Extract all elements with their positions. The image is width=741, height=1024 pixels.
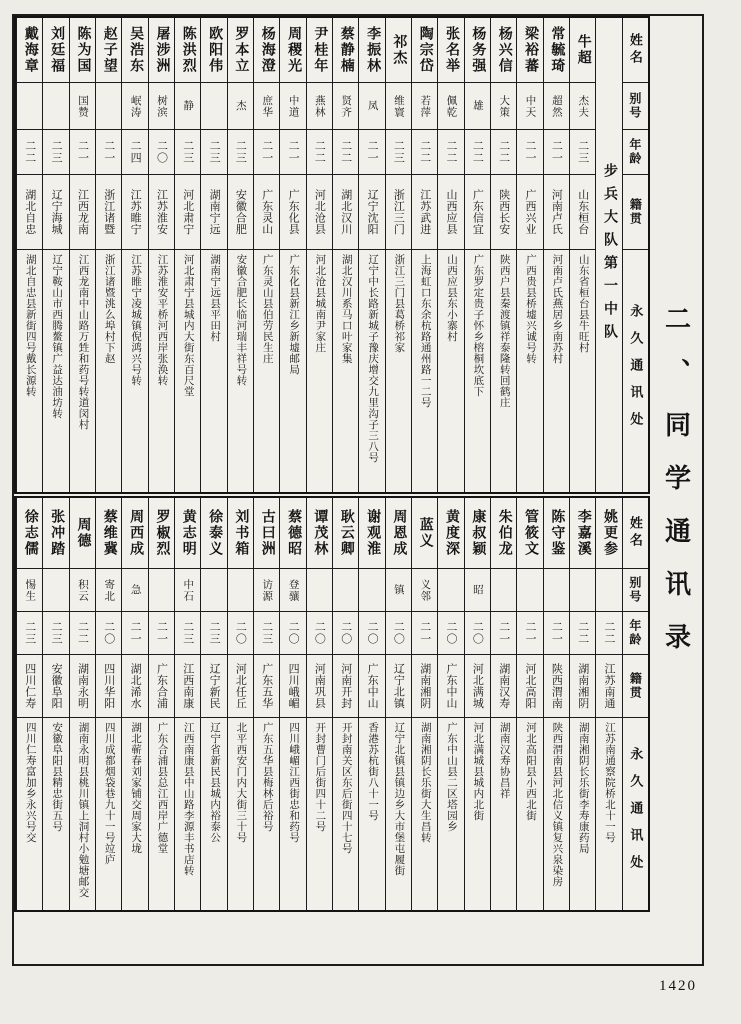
entry-name: 周恩成 xyxy=(386,498,411,569)
entry-column xyxy=(174,18,200,492)
entry-name: 朱伯龙 xyxy=(491,498,516,569)
entry-address: 河北满城县城内北街 xyxy=(472,722,484,821)
entry-age: 二三 xyxy=(43,612,68,655)
entry-address: 四川仁寿富加乡永兴号交 xyxy=(24,722,36,843)
entry-native: 浙江诸暨 xyxy=(96,175,121,250)
entry-native: 陕西长安 xyxy=(491,175,516,250)
entry-address: 江苏睢宁凌城镇倪鸿兴号转 xyxy=(130,254,142,386)
entry-name: 杨务强 xyxy=(465,18,490,83)
header-address: 永久通讯处 xyxy=(628,303,644,439)
entry-alias xyxy=(438,569,463,612)
entry-address: 北平西安门内大街三十号 xyxy=(235,722,247,843)
entry-age: 二二 xyxy=(491,130,516,175)
entry-name: 蔡德昭 xyxy=(280,498,305,569)
entry-address: 上海虹口东余杭路通州路一二号 xyxy=(419,254,431,408)
entry-address: 湖南汉寿协昌祥 xyxy=(498,722,510,799)
entry-address: 江苏淮安平桥河西岸张涣转 xyxy=(156,254,168,386)
entry-address: 湖北汉川系马口叶家集 xyxy=(340,254,352,364)
section-label: 步兵大队第一中队 xyxy=(602,163,618,347)
entry-alias: 庶华 xyxy=(254,83,279,130)
entry-name: 黄度深 xyxy=(438,498,463,569)
entry-column xyxy=(69,18,95,492)
entry-column xyxy=(358,18,384,492)
entry-column xyxy=(358,498,384,910)
entry-alias xyxy=(149,569,174,612)
entry-address: 湖南永明县桃川镇上洞村小勉塘邮交 xyxy=(77,722,89,898)
header-alias: 别号 xyxy=(623,569,648,612)
entry-native: 四川华阳 xyxy=(96,655,121,718)
entry-column xyxy=(411,498,437,910)
entry-address: 广东罗定贵子怀乡榕桐坎底下 xyxy=(472,254,484,397)
entry-age: 二二 xyxy=(17,130,42,175)
entry-name: 陶宗岱 xyxy=(412,18,437,83)
entry-alias: 中天 xyxy=(517,83,542,130)
entry-name: 谢观淮 xyxy=(359,498,384,569)
entry-name: 戴海章 xyxy=(17,18,42,83)
entry-address: 开封曹门后街四十二号 xyxy=(314,722,326,832)
entry-name: 刘书箱 xyxy=(228,498,253,569)
entry-column xyxy=(306,498,332,910)
entry-alias: 雄 xyxy=(465,83,490,130)
entry-age: 二一 xyxy=(544,130,569,175)
entry-address: 四川成都烟袋巷九十一号竝庐 xyxy=(103,722,115,865)
entry-address: 香港苏杭街八十一号 xyxy=(367,722,379,821)
entry-native: 河南开封 xyxy=(333,655,358,718)
entry-column xyxy=(253,498,279,910)
entry-native: 江苏南通 xyxy=(596,655,621,718)
entry-age: 二一 xyxy=(359,130,384,175)
entry-column xyxy=(385,18,411,492)
entry-alias: 惕生 xyxy=(17,569,42,612)
entry-column xyxy=(437,498,463,910)
entry-native: 江西龙南 xyxy=(70,175,95,250)
entry-column xyxy=(95,18,121,492)
entry-alias xyxy=(570,569,595,612)
entry-alias xyxy=(517,569,542,612)
entry-address: 浙江三门县葛桥祁家 xyxy=(393,254,405,353)
entry-age: 二二 xyxy=(307,130,332,175)
bottom-roster-table xyxy=(14,496,650,912)
entry-address: 陕西渭南县河北信义镇复兴泉染房 xyxy=(551,722,563,887)
entry-column xyxy=(490,18,516,492)
page-title: 二、同学通讯录 xyxy=(661,304,691,676)
entry-native: 河南巩县 xyxy=(307,655,332,718)
entry-native: 广东灵山 xyxy=(254,175,279,250)
entry-age: 二二 xyxy=(333,130,358,175)
entry-alias xyxy=(17,83,42,130)
entry-name: 蔡静楠 xyxy=(333,18,358,83)
entry-column xyxy=(332,498,358,910)
entry-column xyxy=(227,498,253,910)
entry-age: 二三 xyxy=(570,130,595,175)
entry-age: 二〇 xyxy=(96,612,121,655)
entry-alias xyxy=(43,83,68,130)
entry-age: 二一 xyxy=(149,612,174,655)
entry-address: 四川峨嵋江西街忠和药号 xyxy=(288,722,300,843)
entry-address: 广东中山县二区塔园乡 xyxy=(446,722,458,832)
entry-alias xyxy=(544,569,569,612)
entry-address: 陕西户县秦渡镇祥泰隆转回鹤庄 xyxy=(498,254,510,408)
entry-age: 二三 xyxy=(228,130,253,175)
entry-age: 二二 xyxy=(70,612,95,655)
entry-native: 湖南永明 xyxy=(70,655,95,718)
entry-age: 二三 xyxy=(17,612,42,655)
entry-age: 二一 xyxy=(412,612,437,655)
entry-name: 姚更参 xyxy=(596,498,621,569)
entry-age: 二〇 xyxy=(149,130,174,175)
entry-alias: 镇 xyxy=(386,569,411,612)
entry-age: 二一 xyxy=(280,130,305,175)
header-name: 姓名 xyxy=(623,18,648,83)
bottom-header-column xyxy=(622,498,648,910)
entry-name: 吴浩东 xyxy=(122,18,147,83)
entry-alias xyxy=(201,569,226,612)
entry-name: 杨兴信 xyxy=(491,18,516,83)
entry-name: 康叔颖 xyxy=(465,498,490,569)
entry-alias: 维寰 xyxy=(386,83,411,130)
entry-native: 辽宁海城 xyxy=(43,175,68,250)
entry-column xyxy=(516,498,542,910)
entry-alias: 岷涛 xyxy=(122,83,147,130)
entry-address: 湖北蕲春刘家铺交周家大垅 xyxy=(130,722,142,854)
header-alias: 别号 xyxy=(623,83,648,130)
entry-alias: 寄北 xyxy=(96,569,121,612)
entry-name: 祁杰 xyxy=(386,18,411,83)
header-native: 籍贯 xyxy=(623,175,648,250)
entry-name: 古曰洲 xyxy=(254,498,279,569)
entry-name: 常毓琦 xyxy=(544,18,569,83)
entry-column xyxy=(464,18,490,492)
entry-alias xyxy=(596,569,621,612)
entry-address: 山东省桓台县牛旺村 xyxy=(577,254,589,353)
entry-native: 河北沧县 xyxy=(307,175,332,250)
entry-alias xyxy=(228,569,253,612)
entry-column xyxy=(42,498,68,910)
entry-age: 二一 xyxy=(517,612,542,655)
entry-column xyxy=(16,18,42,492)
entry-native: 辽宁沈阳 xyxy=(359,175,384,250)
entry-alias: 中石 xyxy=(175,569,200,612)
entry-alias xyxy=(201,83,226,130)
entry-native: 江苏睢宁 xyxy=(122,175,147,250)
entry-address: 辽宁鞍山市西腾鳌镇广益达油坊转 xyxy=(51,254,63,419)
entry-name: 牛超 xyxy=(570,18,595,83)
entry-age: 二〇 xyxy=(228,612,253,655)
entry-name: 陈洪烈 xyxy=(175,18,200,83)
entry-column xyxy=(411,18,437,492)
entry-name: 屠涉洲 xyxy=(149,18,174,83)
entry-alias: 凤 xyxy=(359,83,384,130)
entry-column xyxy=(148,498,174,910)
entry-alias xyxy=(96,83,121,130)
entry-column xyxy=(595,498,621,910)
entry-name: 黄志明 xyxy=(175,498,200,569)
header-age: 年龄 xyxy=(623,612,648,655)
entry-address: 湖南湘阴长乐街李寿康药局 xyxy=(577,722,589,854)
entry-address: 辽宁省新民县城内裕泰公 xyxy=(209,722,221,843)
entry-column xyxy=(148,18,174,492)
entry-alias: 访源 xyxy=(254,569,279,612)
entry-age: 二一 xyxy=(491,612,516,655)
entry-native: 陕西渭南 xyxy=(544,655,569,718)
entry-column xyxy=(385,498,411,910)
entry-native: 安徽合肥 xyxy=(228,175,253,250)
entry-name: 耿云卿 xyxy=(333,498,358,569)
entry-native: 湖南汉寿 xyxy=(491,655,516,718)
entry-age: 二〇 xyxy=(333,612,358,655)
entry-age: 二一 xyxy=(122,612,147,655)
entry-name: 罗椒烈 xyxy=(149,498,174,569)
entry-native: 湖北汉川 xyxy=(333,175,358,250)
entry-column xyxy=(227,18,253,492)
entry-alias xyxy=(333,569,358,612)
entry-alias xyxy=(491,569,516,612)
entry-name: 李振林 xyxy=(359,18,384,83)
entry-native: 广东中山 xyxy=(438,655,463,718)
entry-native: 辽宁新民 xyxy=(201,655,226,718)
entry-native: 河北肃宁 xyxy=(175,175,200,250)
entry-column xyxy=(464,498,490,910)
entry-age: 二〇 xyxy=(359,612,384,655)
entry-native: 湖南湘阴 xyxy=(412,655,437,718)
entry-alias: 中道 xyxy=(280,83,305,130)
entry-alias xyxy=(43,569,68,612)
entry-column xyxy=(437,18,463,492)
entry-age: 二三 xyxy=(175,130,200,175)
entry-native: 四川仁寿 xyxy=(17,655,42,718)
entry-address: 湖北自忠县新街四号戴长源转 xyxy=(24,254,36,397)
entry-column xyxy=(121,18,147,492)
entry-age: 二二 xyxy=(465,130,490,175)
entry-native: 浙江三门 xyxy=(386,175,411,250)
entry-column xyxy=(69,498,95,910)
entry-age: 二二 xyxy=(596,612,621,655)
entry-alias: 超然 xyxy=(544,83,569,130)
entry-name: 陈守鉴 xyxy=(544,498,569,569)
entry-column xyxy=(332,18,358,492)
header-native: 籍贯 xyxy=(623,655,648,718)
entry-native: 湖北浠水 xyxy=(122,655,147,718)
entry-name: 徐泰义 xyxy=(201,498,226,569)
entry-address: 安徽合肥长临河瑞丰祥号转 xyxy=(235,254,247,386)
entry-native: 河北任丘 xyxy=(228,655,253,718)
header-age: 年龄 xyxy=(623,130,648,175)
entry-column xyxy=(543,498,569,910)
entry-name: 罗本立 xyxy=(228,18,253,83)
entry-age: 二一 xyxy=(254,130,279,175)
entry-name: 张名举 xyxy=(438,18,463,83)
entry-alias: 静 xyxy=(175,83,200,130)
entry-name: 刘廷福 xyxy=(43,18,68,83)
entry-name: 周西成 xyxy=(122,498,147,569)
entry-native: 河北高阳 xyxy=(517,655,542,718)
entry-address: 湖南宁远县平田村 xyxy=(209,254,221,342)
entry-alias: 佩乾 xyxy=(438,83,463,130)
page-number: 1420 xyxy=(659,978,697,994)
entry-column xyxy=(42,18,68,492)
entry-age: 二〇 xyxy=(386,612,411,655)
entry-address: 辽宁北镇县镇边乡大市堡屯履街 xyxy=(393,722,405,876)
entry-alias xyxy=(307,569,332,612)
entry-alias: 燕林 xyxy=(307,83,332,130)
entry-name: 陈为国 xyxy=(70,18,95,83)
top-header-column xyxy=(622,18,648,492)
entry-column xyxy=(490,498,516,910)
entry-alias: 登骧 xyxy=(280,569,305,612)
entry-age: 二三 xyxy=(201,130,226,175)
entry-address: 江西南康县中山路李源丰书店转 xyxy=(182,722,194,876)
entry-age: 二三 xyxy=(175,612,200,655)
entry-native: 湖南湘阴 xyxy=(570,655,595,718)
entry-address: 安徽阜阳县精忠街五号 xyxy=(51,722,63,832)
entry-alias: 杰夫 xyxy=(570,83,595,130)
entry-column xyxy=(543,18,569,492)
entry-native: 江西南康 xyxy=(175,655,200,718)
entry-column xyxy=(95,498,121,910)
entry-address: 广东合浦县总江西岸广德堂 xyxy=(156,722,168,854)
entry-name: 徐志儒 xyxy=(17,498,42,569)
entry-column xyxy=(200,498,226,910)
top-roster-table xyxy=(14,16,650,494)
entry-address: 浙江诸暨洮么埠村下赵 xyxy=(103,254,115,364)
entry-native: 广东五华 xyxy=(254,655,279,718)
entry-age: 二一 xyxy=(517,130,542,175)
entry-alias: 杰 xyxy=(228,83,253,130)
entry-column xyxy=(174,498,200,910)
entry-name: 张冲踏 xyxy=(43,498,68,569)
entry-alias: 大策 xyxy=(491,83,516,130)
entry-age: 二二 xyxy=(570,612,595,655)
entry-address: 江苏南通察院桥北十一号 xyxy=(604,722,616,843)
entry-age: 二〇 xyxy=(307,612,332,655)
section-label-column xyxy=(595,18,621,492)
entry-column xyxy=(121,498,147,910)
entry-age: 二二 xyxy=(412,130,437,175)
entry-alias: 贤齐 xyxy=(333,83,358,130)
entry-address: 辽宁中长路新城子豫庆增交九里沟子三八号 xyxy=(367,254,379,463)
entry-alias: 义邻 xyxy=(412,569,437,612)
entry-address: 河北肃宁县城内大街东百尺堂 xyxy=(182,254,194,397)
entry-column xyxy=(306,18,332,492)
entry-age: 二一 xyxy=(70,130,95,175)
entry-age: 二〇 xyxy=(438,612,463,655)
entry-address: 广东五华县梅林后裕号 xyxy=(261,722,273,832)
entry-native: 湖北自忠 xyxy=(17,175,42,250)
entry-column xyxy=(569,498,595,910)
entry-age: 二三 xyxy=(43,130,68,175)
entry-address: 山西应县东小寨村 xyxy=(446,254,458,342)
entry-alias: 若萍 xyxy=(412,83,437,130)
entry-column xyxy=(516,18,542,492)
entry-alias: 积云 xyxy=(70,569,95,612)
entry-column xyxy=(16,498,42,910)
entry-age: 二〇 xyxy=(280,612,305,655)
entry-name: 李嘉溪 xyxy=(570,498,595,569)
entry-native: 四川峨嵋 xyxy=(280,655,305,718)
entry-address: 广东化县新江乡新墟邮局 xyxy=(288,254,300,375)
entry-column xyxy=(569,18,595,492)
entry-address: 广东灵山县伯劳民生庄 xyxy=(261,254,273,364)
entry-native: 湖南宁远 xyxy=(201,175,226,250)
entry-address: 广西贵县桥墟兴诚号转 xyxy=(525,254,537,364)
entry-age: 二〇 xyxy=(465,612,490,655)
entry-native: 江苏淮安 xyxy=(149,175,174,250)
entry-native: 广西兴业 xyxy=(517,175,542,250)
header-address: 永久通讯处 xyxy=(628,746,644,882)
entry-alias: 急 xyxy=(122,569,147,612)
entry-native: 广东信宜 xyxy=(465,175,490,250)
entry-name: 蔡维冀 xyxy=(96,498,121,569)
entry-name: 蓝义 xyxy=(412,498,437,569)
entry-name: 周德 xyxy=(70,498,95,569)
entry-name: 管筱文 xyxy=(517,498,542,569)
entry-native: 广东合浦 xyxy=(149,655,174,718)
entry-address: 开封南关区东后街四十七号 xyxy=(340,722,352,854)
page-frame xyxy=(12,14,704,966)
entry-address: 河南卢氏燕居乡南苏村 xyxy=(551,254,563,364)
entry-age: 二三 xyxy=(201,612,226,655)
entry-name: 赵子望 xyxy=(96,18,121,83)
entry-address: 河北高阳县小西北街 xyxy=(525,722,537,821)
right-title-margin xyxy=(650,16,702,964)
entry-column xyxy=(279,498,305,910)
tables-area xyxy=(14,16,650,964)
entry-native: 广东化县 xyxy=(280,175,305,250)
entry-name: 周稷光 xyxy=(280,18,305,83)
entry-native: 江苏武进 xyxy=(412,175,437,250)
entry-alias: 国赞 xyxy=(70,83,95,130)
entry-age: 二三 xyxy=(386,130,411,175)
entry-name: 欧阳伟 xyxy=(201,18,226,83)
header-name: 姓名 xyxy=(623,498,648,569)
entry-age: 二二 xyxy=(438,130,463,175)
entry-name: 谭茂林 xyxy=(307,498,332,569)
entry-name: 梁裕蕃 xyxy=(517,18,542,83)
entry-column xyxy=(279,18,305,492)
entry-name: 尹桂年 xyxy=(307,18,332,83)
entry-alias xyxy=(359,569,384,612)
entry-native: 山西应县 xyxy=(438,175,463,250)
entry-native: 辽宁北镇 xyxy=(386,655,411,718)
entry-name: 杨海澄 xyxy=(254,18,279,83)
entry-native: 广东中山 xyxy=(359,655,384,718)
entry-native: 山东桓台 xyxy=(570,175,595,250)
entry-age: 二一 xyxy=(544,612,569,655)
entry-age: 二一 xyxy=(96,130,121,175)
entry-native: 安徽阜阳 xyxy=(43,655,68,718)
entry-column xyxy=(253,18,279,492)
entry-address: 江西龙南中山路万甡和药号转道闵村 xyxy=(77,254,89,430)
entry-alias: 树滨 xyxy=(149,83,174,130)
entry-native: 河北满城 xyxy=(465,655,490,718)
entry-address: 河北沧县城南尹家庄 xyxy=(314,254,326,353)
entry-age: 二三 xyxy=(254,612,279,655)
entry-column xyxy=(200,18,226,492)
entry-native: 河南卢氏 xyxy=(544,175,569,250)
entry-address: 湖南湘阴长乐街大生昌转 xyxy=(419,722,431,843)
entry-alias: 昭 xyxy=(465,569,490,612)
entry-age: 二四 xyxy=(122,130,147,175)
